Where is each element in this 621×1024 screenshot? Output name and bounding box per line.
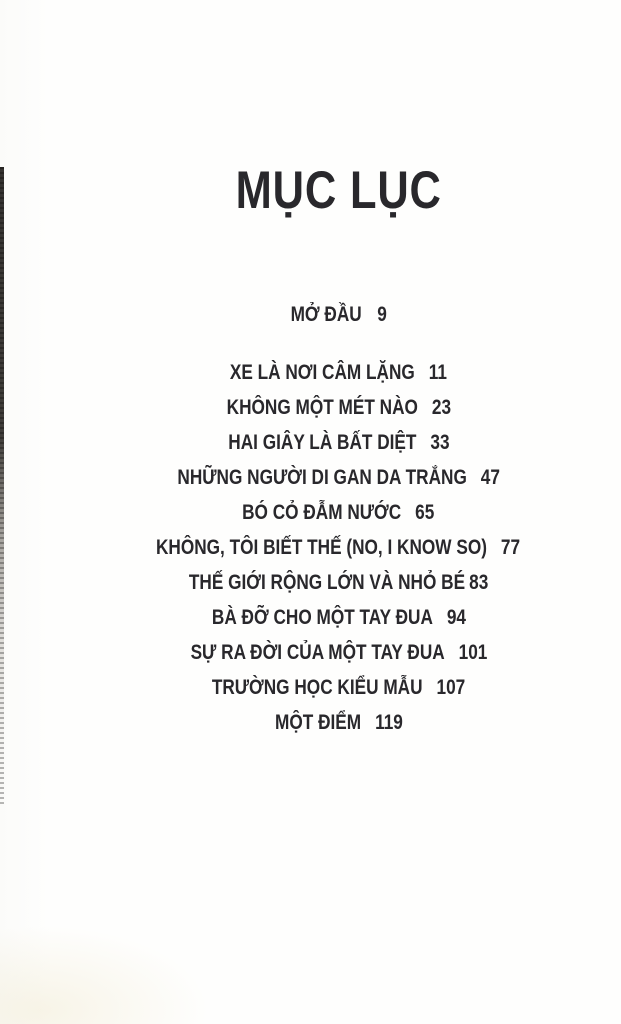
toc-entry [56,670,621,705]
toc-entry [56,495,621,530]
chapter-title: MỞ ĐẦU [290,302,362,326]
chapter-title: XE LÀ NƠI CÂM LẶNG [229,360,415,384]
toc-entry [56,530,621,565]
chapter-page-number: 94 [446,605,466,629]
chapter-page-number: 65 [415,500,435,524]
chapter-title: MỘT ĐIỂM [274,710,361,734]
toc-entry [56,460,621,495]
chapter-title: KHÔNG MỘT MÉT NÀO [226,395,418,419]
chapter-page-number: 101 [458,640,487,664]
chapter-page-number: 83 [469,570,489,594]
toc-list [56,355,621,740]
chapter-title: TRƯỜNG HỌC KIỂU MẪU [211,675,423,699]
chapter-page-number: 107 [436,675,466,699]
toc-entry [56,600,621,635]
toc-entry [56,355,621,390]
chapter-page-number: 33 [429,430,450,454]
chapter-title: NHỮNG NGƯỜI DI GAN DA TRẮNG [177,465,467,489]
page-title [56,0,621,219]
chapter-page-number: 23 [431,395,451,419]
chapter-title: THẾ GIỚI RỘNG LỚN VÀ NHỎ BÉ [188,570,465,594]
toc-entry-intro [56,301,621,328]
toc-entry [56,390,621,425]
chapter-title: HAI GIÂY LÀ BẤT DIỆT [227,430,417,454]
page-title-text: MỤC LỤC [235,161,442,220]
chapter-title: KHÔNG, TÔI BIẾT THẾ (NO, I KNOW SO) [156,535,488,559]
chapter-page-number: 119 [374,710,403,734]
chapter-title: BÀ ĐỠ CHO MỘT TAY ĐUA [211,605,433,629]
chapter-title: SỰ RA ĐỜI CỦA MỘT TAY ĐUA [190,640,445,664]
chapter-page-number: 77 [501,535,521,559]
toc-entry [56,705,621,740]
chapter-title: BÓ CỎ ĐẪM NƯỚC [242,500,402,524]
toc-entry [56,565,621,600]
chapter-page-number: 9 [377,302,387,326]
chapter-page-number: 11 [428,360,448,384]
chapter-page-number: 47 [480,465,500,489]
toc-entry [56,635,621,670]
toc-entry [56,425,621,460]
